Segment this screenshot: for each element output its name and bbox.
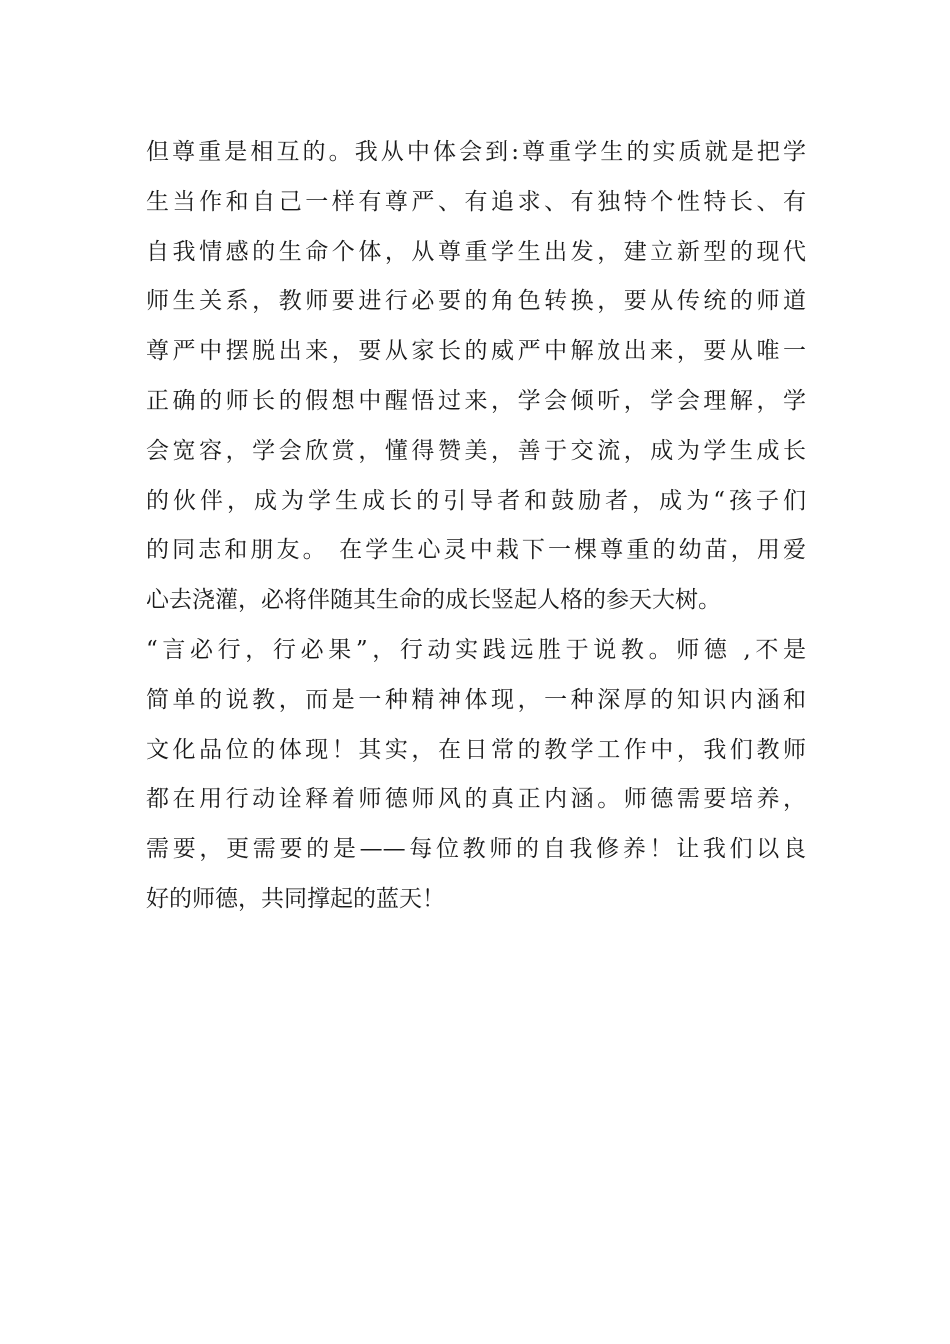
text-line: 都在用行动诠释着师德师风的真正内涵。师德需要培养， [146, 786, 806, 813]
text-line: 需要，更需要的是——每位教师的自我修养！让我们以良 [146, 836, 806, 863]
text-line: 简单的说教，而是一种精神体现，一种深厚的知识内涵和 [146, 686, 806, 713]
document-body [146, 128, 806, 925]
text-line: 正确的师长的假想中醒悟过来，学会倾听，学会理解，学 [146, 387, 806, 414]
text-line: 好的师德，共同撑起的蓝天！ [146, 885, 445, 912]
text-line: 师生关系，教师要进行必要的角色转换，要从传统的师道 [146, 288, 806, 315]
text-line: 自我情感的生命个体，从尊重学生出发，建立新型的现代 [146, 238, 806, 265]
text-line: 生当作和自己一样有尊严、有追求、有独特个性特长、有 [146, 188, 806, 215]
text-line: 的伙伴，成为学生成长的引导者和鼓励者，成为“孩子们 [146, 487, 806, 514]
text-line: 但尊重是相互的。我从中体会到:尊重学生的实质就是把学 [146, 139, 806, 165]
text-line: “言必行，行必果”，行动实践远胜于说教。师德 ,不是 [146, 636, 806, 663]
text-line: 尊严中摆脱出来，要从家长的威严中解放出来，要从唯一 [146, 338, 806, 365]
text-line: 文化品位的体现！其实，在日常的教学工作中，我们教师 [146, 736, 806, 763]
text-line: 会宽容，学会欣赏，懂得赞美，善于交流，成为学生成长 [146, 437, 806, 464]
text-line: 心去浇灌，必将伴随其生命的成长竖起人格的参天大树。 [146, 587, 721, 614]
text-line: 的同志和朋友。 在学生心灵中栽下一棵尊重的幼苗，用爱 [146, 537, 806, 564]
